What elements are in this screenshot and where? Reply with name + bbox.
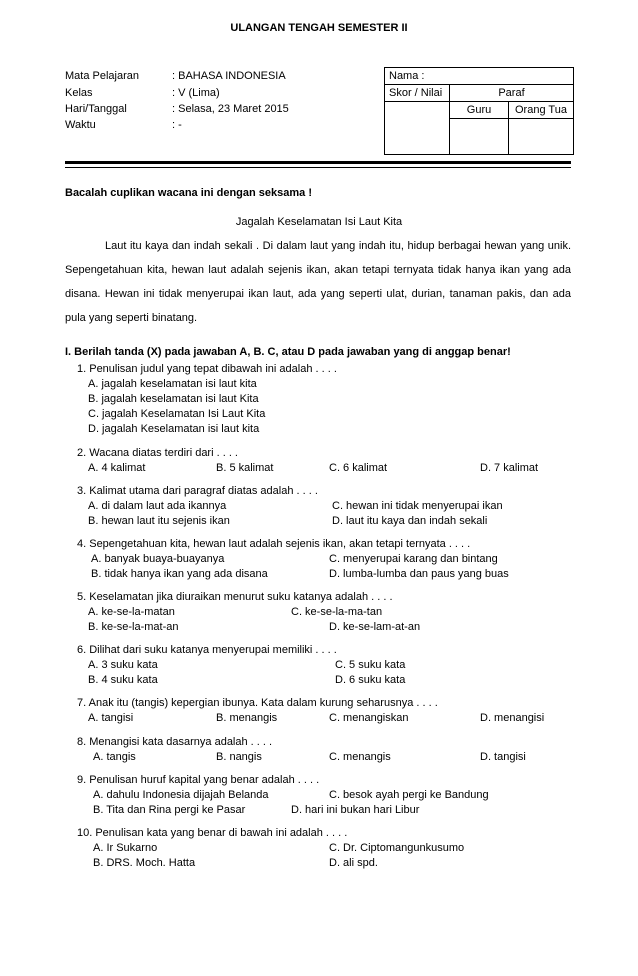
q10-option-b[interactable]: B. DRS. Moch. Hatta	[93, 857, 196, 869]
q8-option-d[interactable]: D. tangisi	[480, 751, 526, 763]
question-7: 7. Anak itu (tangis) kepergian ibunya. Kata dalam kurung seharusnya . . . .	[77, 697, 438, 709]
q5-option-a[interactable]: A. ke-se-la-matan	[88, 606, 175, 618]
reading-instruction: Bacalah cuplikan wacana ini dengan seksama !	[65, 187, 312, 199]
info-value-class: : V (Lima)	[172, 87, 220, 99]
q5-option-c[interactable]: C. ke-se-la-ma-tan	[291, 606, 383, 618]
q4-option-d[interactable]: D. lumba-lumba dan paus yang buas	[329, 568, 509, 580]
question-2: 2. Wacana diatas terdiri dari . . . .	[77, 447, 238, 459]
q2-option-b[interactable]: B. 5 kalimat	[216, 462, 274, 474]
q2-option-d[interactable]: D. 7 kalimat	[480, 462, 539, 474]
info-label-time: Waktu	[65, 119, 96, 131]
question-9: 9. Penulisan huruf kapital yang benar adalah . . . .	[77, 774, 320, 786]
question-1: 1. Penulisan judul yang tepat dibawah ini adalah . . . .	[77, 363, 337, 375]
q4-option-c[interactable]: C. menyerupai karang dan bintang	[329, 553, 498, 565]
q3-option-d[interactable]: D. laut itu kaya dan indah sekali	[332, 515, 488, 527]
q9-option-c[interactable]: C. besok ayah pergi ke Bandung	[329, 789, 489, 801]
q7-option-b[interactable]: B. menangis	[216, 712, 278, 724]
teacher-signature-field[interactable]	[450, 119, 509, 155]
q2-option-a[interactable]: A. 4 kalimat	[88, 462, 146, 474]
q3-option-b[interactable]: B. hewan laut itu sejenis ikan	[88, 515, 230, 527]
story-title: Jagalah Keselamatan Isi Laut Kita	[235, 216, 403, 228]
header-divider-thin	[65, 167, 571, 168]
question-4: 4. Sepengetahuan kita, hewan laut adalah sejenis ikan, akan tetapi ternyata . . . .	[77, 538, 471, 550]
q7-option-c[interactable]: C. menangiskan	[329, 712, 409, 724]
q9-option-a[interactable]: A. dahulu Indonesia dijajah Belanda	[93, 789, 269, 801]
q3-option-a[interactable]: A. di dalam laut ada ikannya	[88, 500, 227, 512]
info-label-subject: Mata Pelajaran	[65, 70, 139, 82]
q6-option-a[interactable]: A. 3 suku kata	[88, 659, 158, 671]
q10-option-a[interactable]: A. Ir Sukarno	[93, 842, 158, 854]
q5-option-d[interactable]: D. ke-se-lam-at-an	[329, 621, 421, 633]
score-label: Skor / Nilai	[385, 85, 450, 102]
q1-option-d[interactable]: D. jagalah Keselamatan isi laut kita	[88, 423, 260, 435]
q8-option-b[interactable]: B. nangis	[216, 751, 262, 763]
q10-option-c[interactable]: C. Dr. Ciptomangunkusumo	[329, 842, 465, 854]
q4-option-b[interactable]: B. tidak hanya ikan yang ada disana	[91, 568, 268, 580]
exam-title: ULANGAN TENGAH SEMESTER II	[230, 22, 408, 34]
header-divider-thick	[65, 161, 571, 164]
q7-option-d[interactable]: D. menangisi	[480, 712, 545, 724]
info-label-class: Kelas	[65, 87, 93, 99]
question-3: 3. Kalimat utama dari paragraf diatas adalah . . . .	[77, 485, 318, 497]
q9-option-b[interactable]: B. Tita dan Rina pergi ke Pasar	[93, 804, 246, 816]
question-10: 10. Penulisan kata yang benar di bawah ini adalah . . . .	[77, 827, 348, 839]
q2-option-c[interactable]: C. 6 kalimat	[329, 462, 388, 474]
info-value-date: : Selasa, 23 Maret 2015	[172, 103, 289, 115]
q6-option-d[interactable]: D. 6 suku kata	[335, 674, 406, 686]
question-8: 8. Menangisi kata dasarnya adalah . . . .	[77, 736, 273, 748]
q6-option-c[interactable]: C. 5 suku kata	[335, 659, 406, 671]
parent-label: Orang Tua	[509, 102, 574, 119]
score-box	[384, 67, 574, 155]
question-5: 5. Keselamatan jika diuraikan menurut suku katanya adalah . . . .	[77, 591, 393, 603]
q7-option-a[interactable]: A. tangisi	[88, 712, 134, 724]
score-field[interactable]	[385, 102, 450, 155]
q8-option-a[interactable]: A. tangis	[93, 751, 136, 763]
q3-option-c[interactable]: C. hewan ini tidak menyerupai ikan	[332, 500, 503, 512]
info-value-time: : -	[172, 119, 182, 131]
q1-option-b[interactable]: B. jagalah keselamatan isi laut Kita	[88, 393, 259, 405]
q10-option-d[interactable]: D. ali spd.	[329, 857, 378, 869]
signature-label: Paraf	[450, 85, 574, 102]
teacher-label: Guru	[450, 102, 509, 119]
info-label-date: Hari/Tanggal	[65, 103, 127, 115]
q4-option-a[interactable]: A. banyak buaya-buayanya	[91, 553, 225, 565]
name-field[interactable]: Nama :	[385, 68, 574, 85]
info-value-subject: : BAHASA INDONESIA	[172, 70, 286, 82]
q1-option-a[interactable]: A. jagalah keselamatan isi laut kita	[88, 378, 257, 390]
parent-signature-field[interactable]	[509, 119, 574, 155]
story-paragraph: Laut itu kaya dan indah sekali . Di dalam laut yang indah itu, hidup berbagai hewan yang unik. Sepengetahuan kita, hewan laut adalah sejenis ikan, akan tetapi ternyata tidak hanya ikan yang ada disana. Hewan ini tidak menyerupai ikan laut, ada yang seperti ulat, durian, tanaman pakis, dan ada pula yang seperti binatang.	[65, 240, 571, 324]
q6-option-b[interactable]: B. 4 suku kata	[88, 674, 158, 686]
q8-option-c[interactable]: C. menangis	[329, 751, 391, 763]
q9-option-d[interactable]: D. hari ini bukan hari Libur	[291, 804, 420, 816]
question-6: 6. Dilihat dari suku katanya menyerupai memiliki . . . .	[77, 644, 337, 656]
q1-option-c[interactable]: C. jagalah Keselamatan Isi Laut Kita	[88, 408, 266, 420]
section-instruction: I. Berilah tanda (X) pada jawaban A, B. C, atau D pada jawaban yang di anggap benar!	[65, 346, 511, 358]
q5-option-b[interactable]: B. ke-se-la-mat-an	[88, 621, 179, 633]
